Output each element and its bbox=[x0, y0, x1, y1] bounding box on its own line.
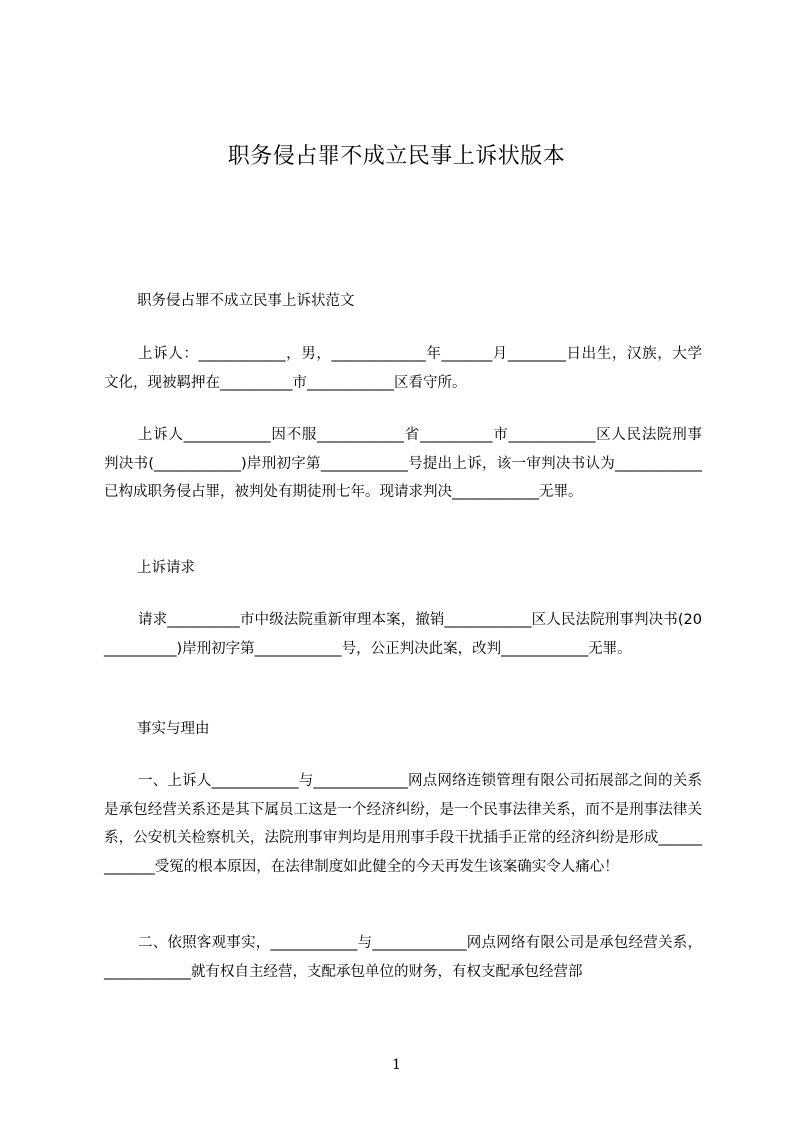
request-paragraph: 请求__________市中级法院重新审理本案，撤销____________区人民法院刑事判决书(20__________)岸刑初字第____________号，公正判决此案，改判____________无罪。 bbox=[104, 612, 702, 657]
appeal-basis-paragraph: 上诉人____________因不服____________省__________市____________区人民法院刑事判决书(____________)岸刑初字第____________号提出上诉，该一审判决书认为____________已构成职务侵占罪，被判处有期徒刑七年。现请求判决____________无罪。 bbox=[104, 427, 702, 500]
fact-1-paragraph: 一、上诉人____________与_____________网点网络连锁管理有限公司拓展部之间的关系是承包经营关系还是其下属员工这是一个经济纠纷，是一个民事法律关系，而不是刑事法律关系，公安机关检察机关，法院刑事审判均是用刑事手段干扰插手正常的经济纠纷是形成_____________受冤的根本原因，在法律制度如此健全的今天再发生该案确实令人痛心！ bbox=[104, 773, 702, 875]
document-title: 职务侵占罪不成立民事上诉状版本 bbox=[227, 144, 566, 169]
fact-2-paragraph: 二、依照客观事实，____________与_____________网点网络有限公司是承包经营关系，____________就有权自主经营，支配承包单位的财务，有权支配承包经营部 bbox=[104, 935, 702, 980]
page-number: 1 bbox=[392, 1057, 401, 1073]
appellant-info-paragraph: 上诉人：____________，男，_____________年_______月________日出生，汉族，大学文化，现被羁押在__________市____________区看守所。 bbox=[104, 346, 702, 391]
request-heading: 上诉请求 bbox=[137, 560, 195, 576]
document-subtitle: 职务侵占罪不成立民事上诉状范文 bbox=[137, 293, 355, 309]
facts-heading: 事实与理由 bbox=[137, 721, 210, 737]
